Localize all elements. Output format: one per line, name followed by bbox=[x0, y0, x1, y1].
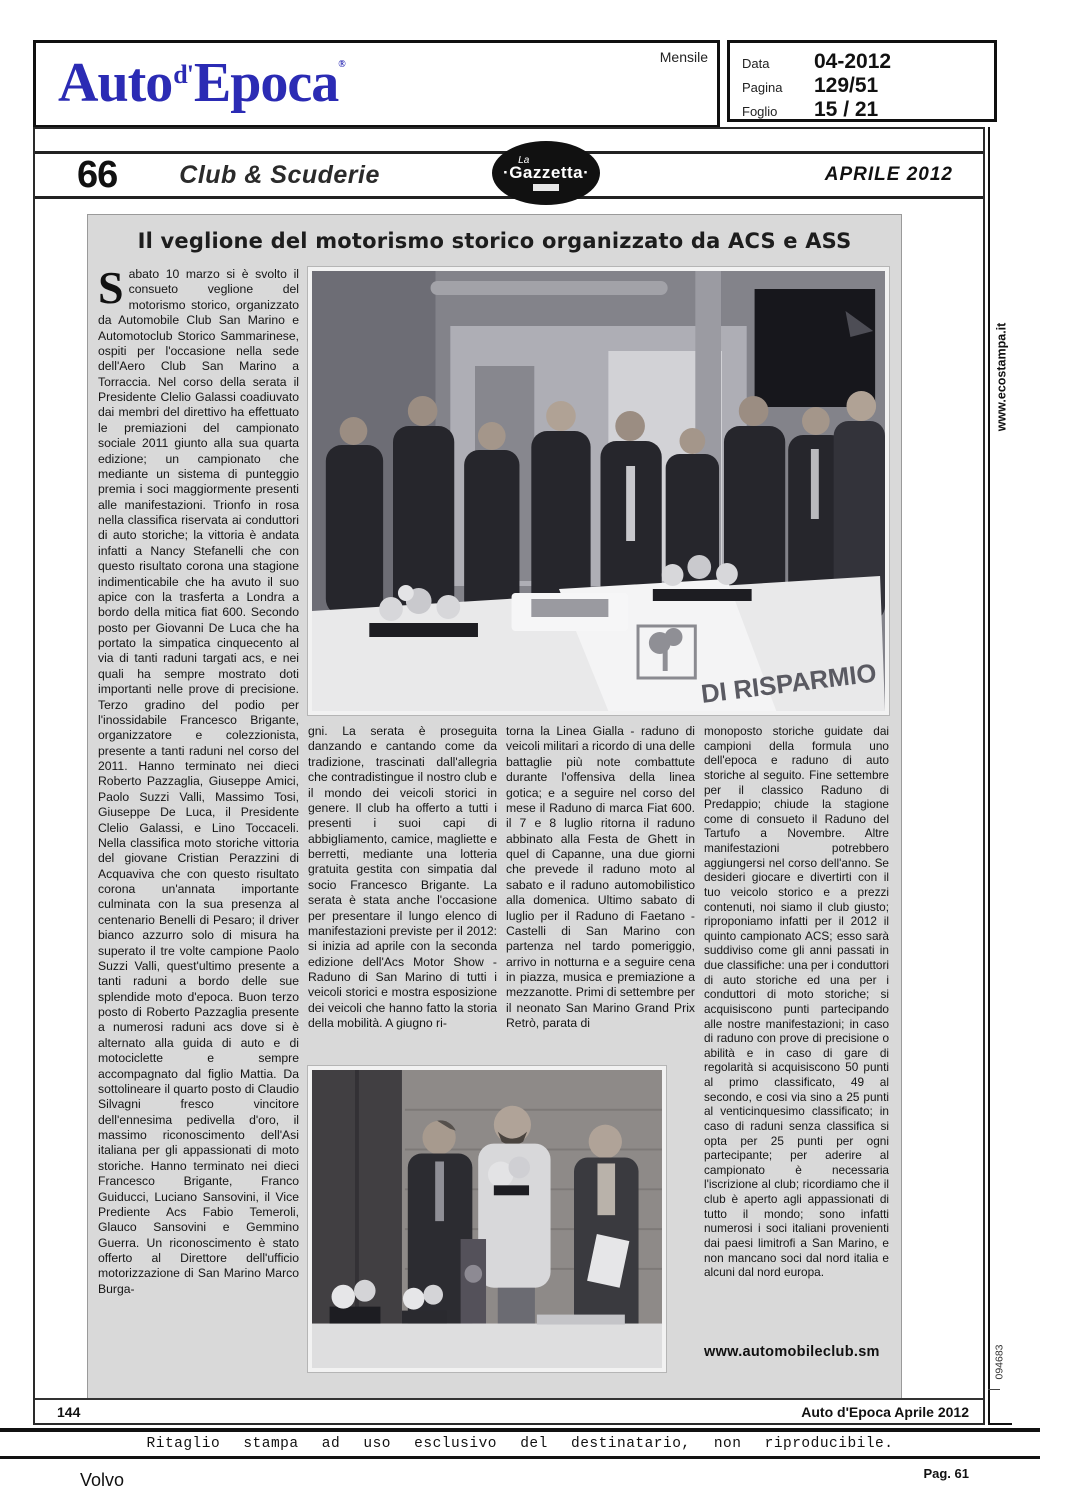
clipping-code: 094683 bbox=[994, 1344, 1007, 1380]
ecostampa-site: www.ecostampa.it bbox=[994, 322, 1008, 432]
article-block bbox=[87, 214, 902, 1400]
meta-label-data: Data bbox=[742, 56, 770, 71]
person-body bbox=[326, 445, 383, 615]
sponsor-banner-text: DI RISPARMIO bbox=[699, 659, 879, 709]
person-head bbox=[802, 407, 830, 435]
gazzetta-logo bbox=[492, 147, 600, 207]
article-column-4: monoposto storiche guidate dai campioni della formula uno dell'epoca e raduno di auto storiche al seguito. Fine settembre per il classico Raduno di Predappio; chiude la stagione come di consueto il Raduno del Tartufo a Novembre. Altre manifestazioni potrebbero aggiungersi nel corso dell'anno. Se desideri giocare e divertirti con il tuo veicolo storico e a prezzi contenuti, noi siamo il club giusto; riproponiamo infatti per il 2012 il quinto campionato ACS; esso sarà suddiviso come gli anni passati in due classifiche: una per i conduttori di auto storiche ed una per i conduttori di moto storiche; si acquisiscono punti partecipando alle nostre manifestazioni; in caso di raduno con prove di precisione o abilità e in caso di gare di regolarità si acquisiscono 50 punti al primo classificato, 49 al secondo, e cosi via sino a 25 punti al venticinquesimo classificato; in caso di raduni senza classifica si opta per 25 punti per ogni partecipante; per aderire al campionato è necessaria l'iscrizione al club; ricordiamo che il club è aperto agli appassionati di tutto il mondo; sono infatti numerosi i soci italiani provenienti dai paesi limitrofi a San Marino, e non mancano soci dal nord italia e alcuni dal nord europa. bbox=[704, 724, 889, 1280]
photo2-table bbox=[312, 1323, 662, 1368]
source-credit: Auto d'Epoca Aprile 2012 bbox=[801, 1403, 969, 1420]
photo-award-ceremony-group-svg bbox=[312, 271, 885, 711]
person-body bbox=[464, 450, 519, 615]
folio-number: 144 bbox=[57, 1403, 81, 1420]
article-column-3: torna la Linea Gialla - raduno di veicoli militari a ricordo di una delle battaglie più note combattute durante l'offensiva della linea gotica; e a seguire nel corso del mese il Raduno di marca Fiat 600. il 7 e 8 luglio ritorna il raduno abbinato alla Festa de Ghett in quel di Capanne, una due giorni che prevede il raduno moto al sabato e il raduno automobilistico alla domenica. Ultimo sabato di luglio per il Raduno di Faetano - Castelli di San Marino con partenza nel tardo pomeriggio, arrivo in notturna e a seguire cena in piazza, musica e premiazione a mezzanotte. Primi di settembre per il neonato San Marino Grand Prix Retrò, parata di bbox=[506, 724, 695, 1031]
legal-text: Ritaglio stampa ad uso esclusivo del destinatario, non riproducibile. bbox=[146, 1436, 894, 1452]
person-head bbox=[546, 401, 576, 431]
person-head bbox=[478, 422, 506, 450]
person-tie bbox=[811, 449, 819, 519]
article-column-1 bbox=[98, 262, 299, 1372]
scanned-page-frame bbox=[33, 127, 985, 1425]
frequency-label: Mensile bbox=[659, 49, 708, 65]
columns-2-3-group bbox=[308, 724, 695, 1372]
section-band bbox=[35, 151, 983, 199]
client-label: Volvo bbox=[80, 1470, 125, 1490]
person-head bbox=[680, 428, 706, 454]
person-head bbox=[615, 411, 645, 441]
meta-value-pagina: 129/51 bbox=[814, 74, 879, 97]
person-tie bbox=[435, 1161, 444, 1221]
meta-value-data: 04-2012 bbox=[814, 50, 892, 73]
club-website: www.automobileclub.sm bbox=[704, 1344, 880, 1360]
meta-row-pagina bbox=[742, 74, 982, 98]
person-tie bbox=[626, 466, 635, 541]
article-body bbox=[88, 257, 901, 1372]
logo-word-epoca: Epoca bbox=[193, 52, 339, 114]
issue-date: APRILE 2012 bbox=[824, 164, 953, 185]
gazzetta-logo-oval bbox=[492, 141, 600, 205]
columns-2-3 bbox=[308, 724, 695, 1058]
logo-word-d: d' bbox=[173, 60, 193, 89]
meta-row-data bbox=[742, 50, 982, 74]
magazine-page-number: 66 bbox=[77, 153, 118, 196]
article-column-4-wrap bbox=[704, 724, 889, 1372]
section-title: Club & Scuderie bbox=[179, 160, 380, 189]
photo-trophy-presentation-svg bbox=[312, 1070, 662, 1368]
article-column-2: gni. La serata è proseguita danzando e cantando come da tradizione, trascinati dall'allegria che contradistingue il nostro club e il mondo dei veicoli storici in genere. Il club ha offerto a tutti i presenti i suoi capi di abbigliamento, camice, magliette e berretti, mediante una lotteria gratuita gestita con simpatia dal socio Francesco Brigante. La serata è stata anche l'occasione per presentare il lungo elenco di manifestazioni previste per il 2012: si inizia ad aprile con la seconda edizione dell'Acs Motor Show - Raduno di San Marino di tutti i veicoli storici e mostra esposizione dei veicoli che hanno fatto la storia della mobilità. A giugno ri- bbox=[308, 724, 497, 1031]
drop-cap: S bbox=[98, 262, 124, 313]
photo-ceiling-pipe bbox=[431, 281, 668, 295]
photo-award-ceremony-group bbox=[308, 267, 889, 715]
clipping-code-wrap bbox=[987, 1322, 1013, 1402]
photo-cake-print bbox=[531, 599, 608, 617]
award-box-medal bbox=[465, 1265, 483, 1283]
meta-value-foglio: 15 / 21 bbox=[814, 98, 879, 121]
person-shirt bbox=[597, 1163, 615, 1215]
meta-label-pagina: Pagina bbox=[742, 80, 783, 95]
logo-word-auto: Auto bbox=[58, 52, 173, 114]
frame-footer bbox=[35, 1398, 983, 1423]
person-head bbox=[846, 391, 876, 421]
lower-columns-row bbox=[308, 724, 889, 1372]
gazzetta-logo-bar bbox=[533, 184, 559, 191]
person-head bbox=[739, 396, 769, 426]
gazzetta-logo-name: ·Gazzetta· bbox=[503, 163, 590, 182]
photo-tv-screen bbox=[755, 289, 876, 407]
ecostampa-strip bbox=[988, 127, 1012, 1425]
meta-row-foglio bbox=[742, 98, 982, 122]
person-head bbox=[408, 396, 438, 426]
person-head bbox=[494, 1106, 531, 1144]
legal-strip bbox=[0, 1428, 1040, 1459]
person-head bbox=[340, 417, 368, 445]
publication-logo bbox=[58, 51, 345, 115]
column-1-text: abato 10 marzo si è svolto il consueto veglione del motorismo storico, organizzato da Automobile Club San Marino e Automotoclub Storico Sammarinese, ospiti per l'occasione nella sede dell'Aero Club San Marino a Torraccia. Nel corso della serata il Presidente Clelio Galassi coadiuvato dai membri del direttivo ha effettuato le premiazioni del campionato sociale 2011 giunto alla sua quarta edizione; un campionato che mediante un sistema di punteggio premia i soci maggiormente presenti alle manifestazioni. Trionfo in rosa nella classifica riservata ai conduttori di auto storiche; la vittoria è andata infatti a Nancy Stefanelli che con questo risultato corona una stagione indimenticabile che ha avuto il suo apice con la trasferta a Londra a bordo della mitica fiat 600. Secondo posto per Giovanni De Luca che ha portato la simpatica cinquecento al via di tanti raduni targati acs, e nei quali ha sempre mostrato doti importanti nelle prove di precisione. Terzo gradino del podio per l'inossidabile Francesco Brigante, organizzatore e colezzionista, presente a tanti raduni nel corso del 2011. Hanno terminato nei dieci Roberto Pazzaglia, Giuseppe Amici, Paolo Suzzi Valli, Massimo Tosi, Giuseppe De Luca, il Presidente Clelio Galassi, e Lino Toccaceli. Nella classifica moto storiche vittoria del giovane Cristian Perazzini di Acquaviva che con questo risultato corona un'annata importante culminata con la sua presenza al centenario Benelli di Pesaro; il driver bianco azzurro solo di misura ha superato il tre volte campione Paolo Suzzi Valli, quest'ultimo presente a tanti raduni a bordo delle sue splendide moto d'epoca. Buon terzo posto di Roberto Pazzaglia presente a numerosi raduni acs dove si è alternato alla guida di auto e di motociclette e sempre accompagnato dal figlio Mattia. Da sottolineare il quarto posto di Claudio Silvagni fresco vincitore dell'ennesima pedivella d'oro, il massimo riconoscimento dell'Asi italiana per gli appassionati di moto storiche. Hanno terminato nei dieci Francesco Brigante, Franco Guiducci, Luciano Sansovini, il Vice Prediente Acs Fabio Temeroli, Glauco Sansovini e Gemmino Guerra. Un riconoscimento è stato offerto al Direttore dell'ufficio motorizzazione di San Marino Marco Burga- bbox=[98, 267, 299, 1296]
pdf-page-number: Pag. 61 bbox=[923, 1466, 969, 1481]
registered-mark: ® bbox=[338, 59, 345, 70]
ecostampa-site-wrap bbox=[988, 277, 1014, 477]
photo-trophy-presentation bbox=[308, 1066, 666, 1372]
publication-logo-box bbox=[33, 40, 720, 128]
gazzetta-logo-la: La bbox=[518, 155, 530, 166]
article-title: Il veglione del motorismo storico organizzato da ACS e ASS bbox=[137, 229, 852, 253]
article-right-area bbox=[308, 267, 889, 1372]
person-head bbox=[589, 1124, 622, 1158]
meta-label-foglio: Foglio bbox=[742, 104, 778, 119]
clipping-meta-box bbox=[727, 40, 997, 122]
